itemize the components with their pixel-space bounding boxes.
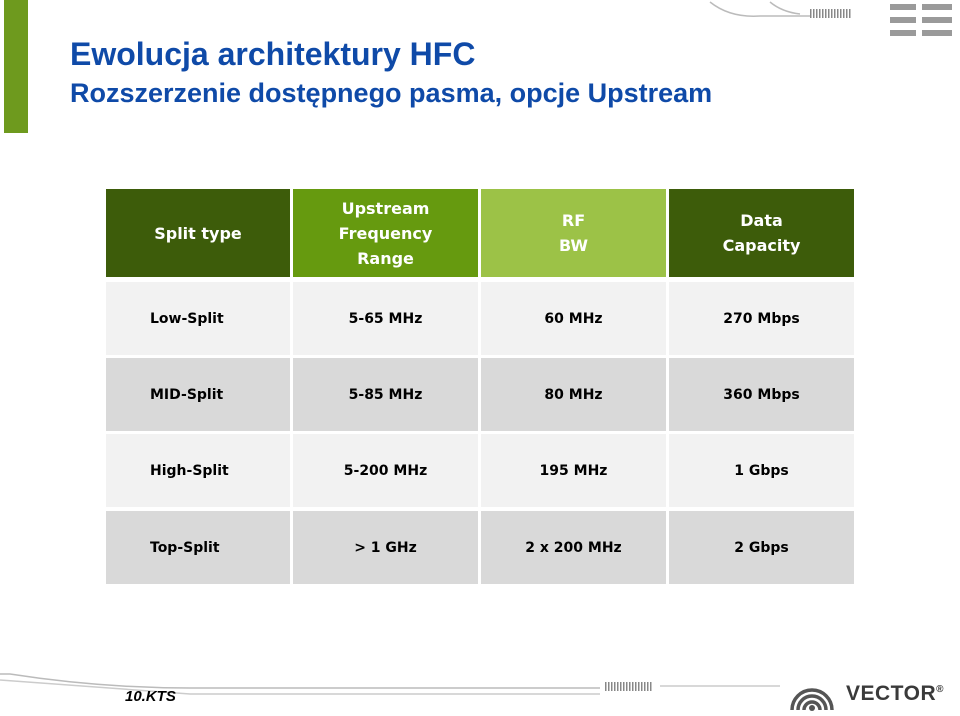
table-cell: Low-Split: [106, 282, 290, 355]
table-header-cell: [106, 189, 290, 277]
page-title: Ewolucja architektury HFC: [70, 36, 476, 72]
table-cell: > 1 GHz: [293, 511, 478, 584]
table-cell: 1 Gbps: [669, 434, 854, 507]
table-cell: 60 MHz: [481, 282, 666, 355]
table-cell: 5-65 MHz: [293, 282, 478, 355]
page-subtitle: Rozszerzenie dostępnego pasma, opcje Upstream: [70, 78, 713, 108]
table-header-label: Upstream: [341, 198, 430, 218]
table-cell: 5-85 MHz: [293, 358, 478, 431]
table-cell: 270 Mbps: [669, 282, 854, 355]
table-header-cell: [669, 189, 854, 277]
table-header-label: Capacity: [722, 236, 801, 255]
table-header-cell: [293, 189, 478, 277]
logo-registered-mark: ®: [936, 684, 945, 695]
vector-logo-icon: [788, 676, 836, 712]
table-header-label: Range: [357, 248, 414, 268]
table-cell: 80 MHz: [481, 358, 666, 431]
table-cell: 5-200 MHz: [293, 434, 478, 507]
logo-wordmark: VECTOR: [846, 682, 937, 705]
table-cell: MID-Split: [106, 358, 290, 431]
table-header-label: RF: [561, 211, 586, 230]
vector-logo-text: [846, 682, 944, 706]
page-number: 10.KTS: [125, 688, 176, 705]
table-header-label: Split type: [154, 223, 242, 243]
table-header-label: Frequency: [338, 223, 433, 243]
table-cell: 360 Mbps: [669, 358, 854, 431]
table-cell: 2 Gbps: [669, 511, 854, 584]
decorative-lines-top: [700, 0, 960, 46]
table-header-label: BW: [559, 236, 588, 255]
table-cell: 195 MHz: [481, 434, 666, 507]
table-cell: Top-Split: [106, 511, 290, 584]
table-cell: High-Split: [106, 434, 290, 507]
table-header-label: Data: [740, 211, 783, 230]
table-header-cell: [481, 189, 666, 277]
accent-bar: [4, 0, 28, 133]
table-cell: 2 x 200 MHz: [481, 511, 666, 584]
